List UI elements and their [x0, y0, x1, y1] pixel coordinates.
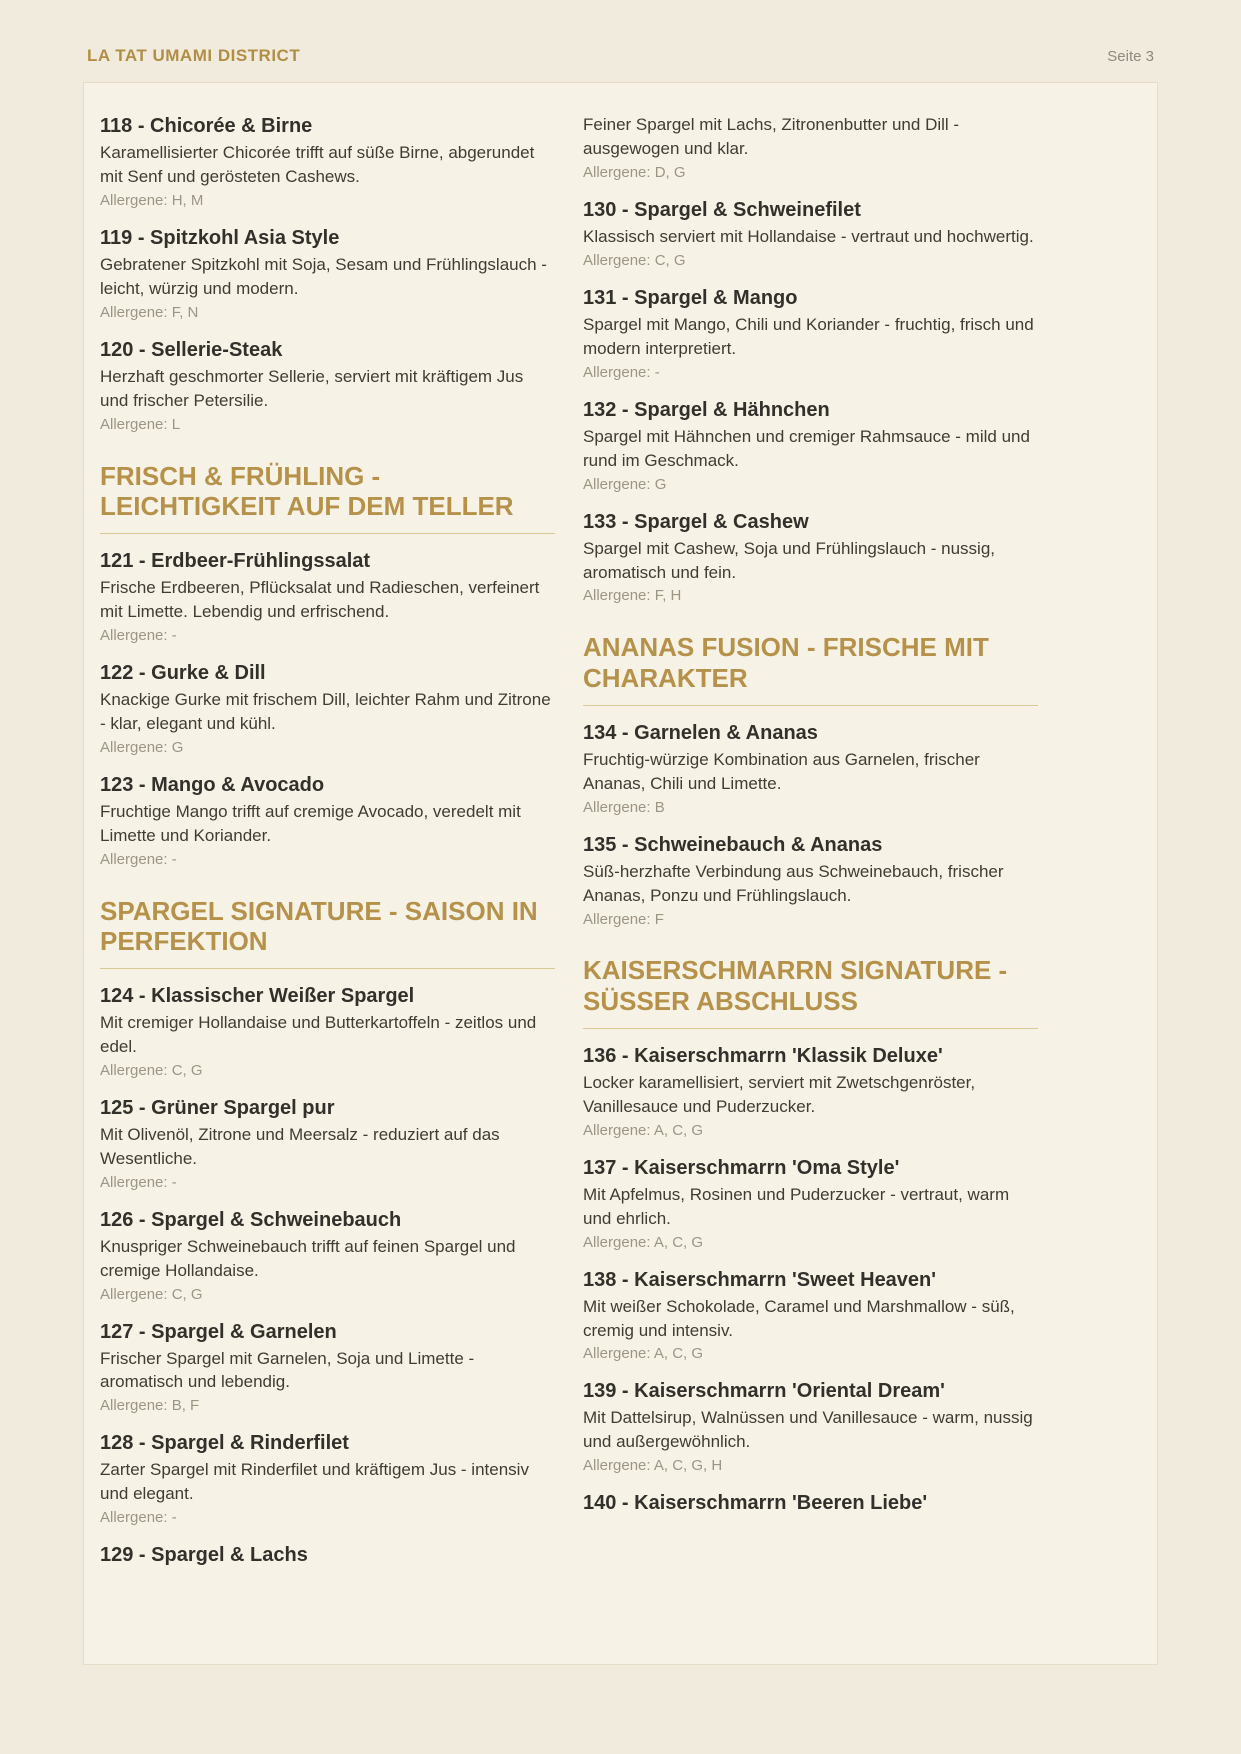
menu-item: [583, 397, 1038, 495]
menu-item-title: 132 - Spargel & Hähnchen: [583, 398, 830, 421]
menu-item-description: Mit cremiger Hollandaise und Butterkartoffeln - zeitlos und edel.: [100, 1012, 537, 1056]
menu-item-title: 140 - Kaiserschmarrn 'Beeren Liebe': [583, 1492, 928, 1515]
menu-item-title: 139 - Kaiserschmarrn 'Oriental Dream': [583, 1380, 945, 1403]
section-heading: SPARGEL SIGNATURE - SAISON IN PERFEKTION: [100, 896, 555, 969]
menu-item-allergens: Allergene: -: [100, 1509, 177, 1527]
menu-item-allergens: Allergene: A, C, G: [583, 1121, 704, 1139]
menu-item-description: Zarter Spargel mit Rinderfilet und kräftigem Jus - intensiv und elegant.: [100, 1460, 529, 1504]
menu-item-allergens: Allergene: -: [100, 1173, 177, 1191]
menu-item-allergens: Allergene: C, G: [100, 1285, 203, 1303]
menu-item-title: 118 - Chicorée & Birne: [100, 115, 313, 137]
menu-item-description: Mit Apfelmus, Rosinen und Puderzucker - vertraut, warm und ehrlich.: [583, 1184, 1010, 1228]
menu-item-description: Fruchtig-würzige Kombination aus Garnelen, frischer Ananas, Chili und Limette.: [583, 749, 980, 793]
menu-item-allergens: Allergene: F, N: [100, 303, 199, 321]
menu-item-title: 128 - Spargel & Rinderfilet: [100, 1432, 349, 1455]
menu-item-allergens: Allergene: A, C, G: [583, 1233, 704, 1251]
menu-item-title: 120 - Sellerie-Steak: [100, 338, 283, 361]
menu-item: [100, 1319, 555, 1417]
menu-item-title: 125 - Grüner Spargel pur: [100, 1096, 335, 1119]
menu-item-title: 126 - Spargel & Schweinebauch: [100, 1208, 402, 1231]
page-header: [83, 0, 1158, 82]
menu-item-description: Klassisch serviert mit Hollandaise - vertraut und hochwertig.: [583, 226, 1034, 246]
menu-item-title: 136 - Kaiserschmarrn 'Klassik Deluxe': [583, 1044, 943, 1067]
menu-item: [583, 285, 1038, 383]
menu-item: [583, 1043, 1038, 1141]
menu-item: [100, 1430, 555, 1528]
menu-item-allergens: Allergene: L: [100, 415, 181, 433]
menu-item: [100, 548, 555, 646]
menu-item-description: Frischer Spargel mit Garnelen, Soja und Limette - aromatisch und lebendig.: [100, 1348, 475, 1392]
menu-item-allergens: Allergene: F, H: [583, 587, 682, 605]
menu-item-title: 122 - Gurke & Dill: [100, 661, 266, 684]
menu-item-description: Knuspriger Schweinebauch trifft auf feinen Spargel und cremige Hollandaise.: [100, 1236, 516, 1280]
menu-item-description: Süß-herzhafte Verbindung aus Schweinebauch, frischer Ananas, Ponzu und Frühlingslauch.: [583, 861, 1004, 905]
menu-item: [583, 720, 1038, 818]
menu-item: [583, 1490, 1038, 1516]
menu-item: [100, 1095, 555, 1193]
menu-item-allergens: Allergene: -: [100, 626, 177, 644]
menu-item-description: Locker karamellisiert, serviert mit Zwetschgenröster, Vanillesauce und Puderzucker.: [583, 1072, 976, 1116]
menu-item-allergens: Allergene: C, G: [583, 251, 686, 269]
menu-item-allergens: Allergene: B, F: [100, 1397, 200, 1415]
menu-item-title: 124 - Klassischer Weißer Spargel: [100, 984, 415, 1007]
menu-item-description: Mit Dattelsirup, Walnüssen und Vanillesauce - warm, nussig und außergewöhnlich.: [583, 1408, 1033, 1452]
menu-item-title: 129 - Spargel & Lachs: [100, 1544, 308, 1567]
menu-item-allergens: Allergene: A, C, G: [583, 1345, 704, 1363]
menu-card: [83, 82, 1158, 1665]
brand-title: LA TAT UMAMI DISTRICT: [87, 46, 301, 65]
menu-item-description: Gebratener Spitzkohl mit Soja, Sesam und Frühlingslauch - leicht, würzig und modern.: [100, 254, 547, 298]
section-heading: KAISERSCHMARRN SIGNATURE - SÜSSER ABSCHLUSS: [583, 955, 1038, 1028]
menu-item: [100, 983, 555, 1081]
menu-item-allergens: Allergene: H, M: [100, 191, 204, 209]
menu-item-description: Spargel mit Mango, Chili und Koriander - fruchtig, frisch und modern interpretiert.: [583, 314, 1034, 358]
menu-item-title: 131 - Spargel & Mango: [583, 286, 798, 309]
menu-item-description: Spargel mit Cashew, Soja und Frühlingslauch - nussig, aromatisch und fein.: [583, 538, 995, 582]
menu-item-title: 127 - Spargel & Garnelen: [100, 1320, 337, 1343]
menu-item-allergens: Allergene: C, G: [100, 1061, 203, 1079]
menu-item-title: 134 - Garnelen & Ananas: [583, 721, 818, 744]
section-heading: ANANAS FUSION - FRISCHE MIT CHARAKTER: [583, 632, 1038, 705]
menu-item-title: 130 - Spargel & Schweinefilet: [583, 198, 861, 221]
menu-item-description: Mit Olivenöl, Zitrone und Meersalz - reduziert auf das Wesentliche.: [100, 1124, 500, 1168]
page-number: Seite 3: [1107, 48, 1154, 65]
menu-column-left: [100, 113, 555, 1624]
menu-item: [583, 1155, 1038, 1253]
menu-item-description: Herzhaft geschmorter Sellerie, serviert mit kräftigem Jus und frischer Petersilie.: [100, 366, 524, 410]
menu-item-title: 137 - Kaiserschmarrn 'Oma Style': [583, 1156, 900, 1179]
menu-item-title: 133 - Spargel & Cashew: [583, 510, 809, 533]
menu-item: [583, 509, 1038, 607]
menu-item-description: Knackige Gurke mit frischem Dill, leichter Rahm und Zitrone - klar, elegant und kühl.: [100, 689, 551, 733]
menu-item: [100, 660, 555, 758]
menu-column-right: [583, 113, 1038, 1624]
menu-item-description: Frische Erdbeeren, Pflücksalat und Radieschen, verfeinert mit Limette. Lebendig und erfrischend.: [100, 577, 540, 621]
menu-item: [100, 113, 555, 211]
menu-item: [100, 1542, 555, 1568]
menu-item-allergens: Allergene: F: [583, 910, 664, 928]
menu-item-title: 121 - Erdbeer-Frühlingssalat: [100, 549, 371, 572]
menu-item-allergens: Allergene: A, C, G, H: [583, 1457, 723, 1475]
menu-item-title: 119 - Spitzkohl Asia Style: [100, 226, 340, 249]
menu-item-title: 135 - Schweinebauch & Ananas: [583, 833, 883, 856]
section-heading: FRISCH & FRÜHLING - LEICHTIGKEIT AUF DEM TELLER: [100, 461, 555, 534]
menu-item: [583, 1267, 1038, 1365]
menu-item-title: 138 - Kaiserschmarrn 'Sweet Heaven': [583, 1268, 937, 1291]
menu-item: [583, 197, 1038, 271]
menu-item-description: Fruchtige Mango trifft auf cremige Avocado, veredelt mit Limette und Koriander.: [100, 801, 521, 845]
menu-item: [100, 337, 555, 435]
menu-item: [100, 1207, 555, 1305]
menu-item-allergens: Allergene: -: [100, 850, 177, 868]
menu-item: [100, 772, 555, 870]
menu-item-allergens: Allergene: -: [583, 363, 660, 381]
menu-item: [100, 225, 555, 323]
menu-item-title: 123 - Mango & Avocado: [100, 773, 325, 796]
menu-item-description: Mit weißer Schokolade, Caramel und Marshmallow - süß, cremig und intensiv.: [583, 1296, 1015, 1340]
menu-item-allergens: Allergene: B: [583, 798, 665, 816]
menu-item-description: Karamellisierter Chicorée trifft auf süße Birne, abgerundet mit Senf und gerösteten Cashews.: [100, 143, 535, 186]
menu-item-description: Spargel mit Hähnchen und cremiger Rahmsauce - mild und rund im Geschmack.: [583, 426, 1030, 470]
menu-item: [583, 1378, 1038, 1476]
menu-item-description: Feiner Spargel mit Lachs, Zitronenbutter und Dill - ausgewogen und klar.: [583, 115, 960, 158]
menu-item-allergens: Allergene: D, G: [583, 163, 686, 181]
menu-item: [583, 832, 1038, 930]
menu-item-allergens: Allergene: G: [100, 738, 184, 756]
menu-item-allergens: Allergene: G: [583, 475, 667, 493]
menu-item-continuation: [583, 113, 1038, 183]
